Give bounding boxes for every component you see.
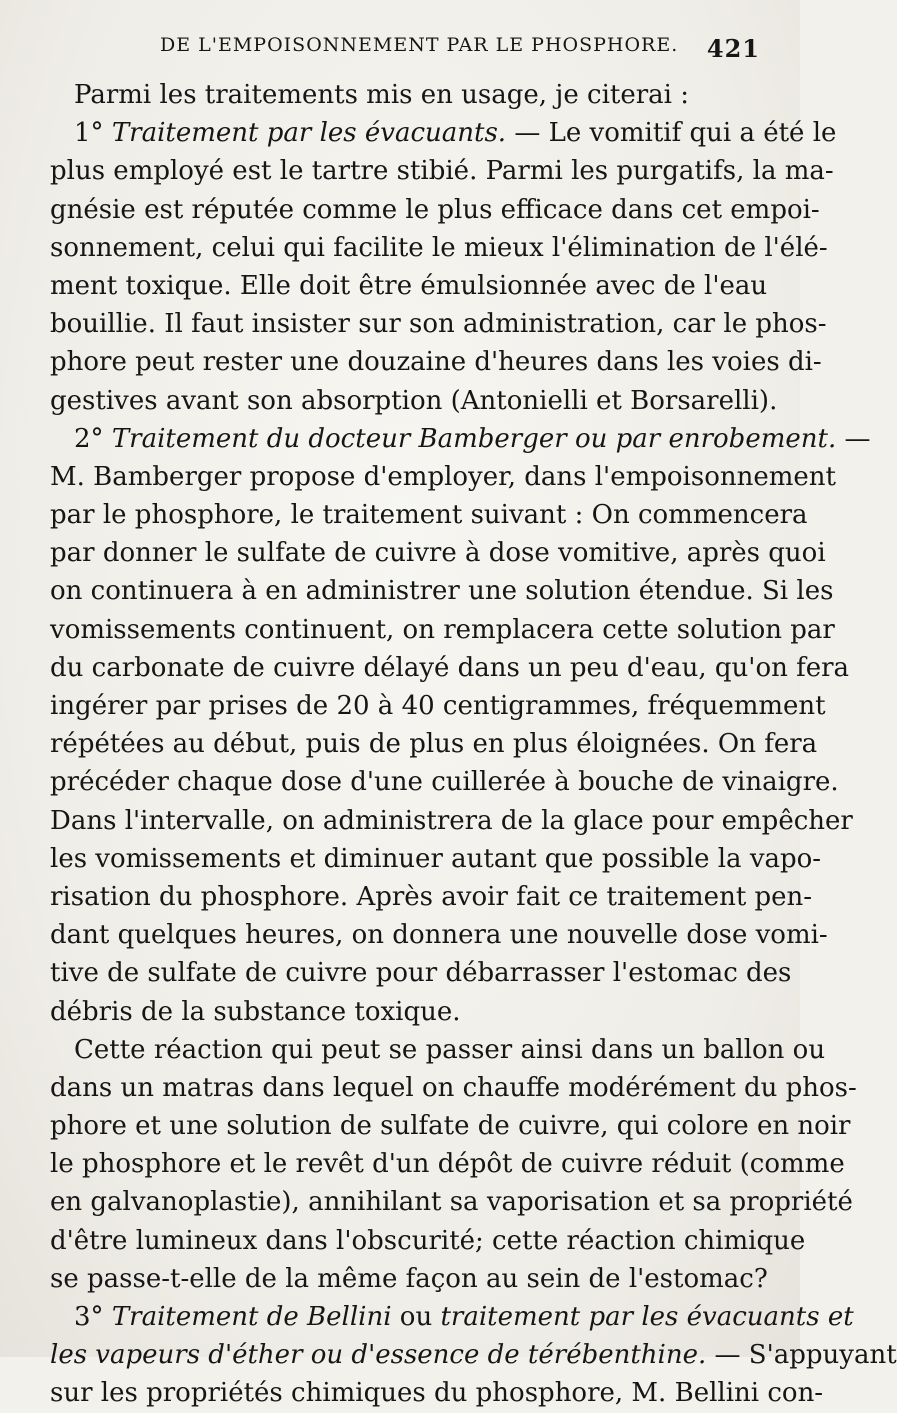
text-line: [50, 1145, 845, 1183]
text-run: — Le vomitif qui a été le: [506, 118, 837, 149]
text-run: dans un matras dans lequel on chauffe modérément du phos-: [50, 1072, 857, 1103]
italic-text: traitement par les évacuants et: [440, 1302, 854, 1332]
text-run: bouillie. Il faut insister sur son administration, car le phos-: [50, 309, 827, 340]
text-run: — S'appuyant: [706, 1340, 897, 1371]
text-line: [50, 649, 850, 687]
text-run: par donner le sulfate de cuivre à dose vomitive, après quoi: [50, 538, 826, 569]
text-line: [50, 687, 826, 725]
text-run: on continuera à en administrer une solution étendue. Si les: [50, 576, 834, 607]
text-run: d'être lumineux dans l'obscurité; cette réaction chimique: [50, 1225, 806, 1256]
text-line: [50, 993, 756, 1031]
text-line: [50, 916, 828, 954]
text-line: [50, 878, 813, 916]
page-number: 421: [706, 34, 760, 63]
text-run: débris de la substance toxique.: [50, 996, 461, 1027]
text-run: 3°: [74, 1302, 112, 1332]
text-line: [50, 420, 871, 458]
text-run: le phosphore et le revêt d'un dépôt de cuivre réduit (comme: [50, 1149, 845, 1180]
text-run: dant quelques heures, on donnera une nouvelle dose vomi-: [50, 920, 828, 951]
text-run: sonnement, celui qui facilite le mieux l'élimination de l'élé-: [50, 232, 828, 263]
text-line: [50, 458, 836, 496]
text-run: gestives avant son absorption (Antonielli et Borsarelli).: [50, 385, 778, 416]
text-run: Cette réaction qui peut se passer ainsi dans un ballon ou: [74, 1034, 826, 1065]
text-run: les vomissements et diminuer autant que possible la vapo-: [50, 843, 822, 874]
text-line: [50, 1260, 768, 1298]
text-run: plus employé est le tartre stibié. Parmi les purgatifs, la ma-: [50, 156, 834, 187]
text-run: risation du phosphore. Après avoir fait ce traitement pen-: [50, 881, 813, 912]
text-run: sur les propriétés chimiques du phosphore, M. Bellini con-: [50, 1378, 824, 1409]
text-line: [50, 343, 822, 381]
text-run: du carbonate de cuivre délayé dans un peu d'eau, qu'on fera: [50, 652, 850, 683]
text-run: ou: [391, 1302, 441, 1332]
text-run: 2°: [74, 423, 112, 454]
text-line: [50, 763, 839, 801]
text-run: 1°: [74, 118, 112, 149]
text-line: [50, 954, 792, 992]
text-run: Parmi les traitements mis en usage, je citerai :: [74, 80, 689, 110]
text-run: en galvanoplastie), annihilant sa vaporisation et sa propriété: [50, 1187, 853, 1218]
text-run: ment toxique. Elle doit être émulsionnée avec de l'eau: [50, 270, 768, 301]
text-run: Dans l'intervalle, on administrera de la glace pour empêcher: [50, 805, 853, 836]
body-text: [50, 76, 897, 1413]
text-run: M. Bamberger propose d'employer, dans l'empoisonnement: [50, 461, 836, 492]
text-line: [50, 840, 822, 878]
text-run: ingérer par prises de 20 à 40 centigrammes, fréquemment: [50, 691, 826, 721]
text-line: [50, 572, 834, 610]
text-line: [50, 191, 820, 229]
text-run: vomissements continuent, on remplacera cette solution par: [50, 614, 835, 645]
text-line: [50, 1183, 853, 1221]
text-line: [50, 725, 818, 763]
italic-text: Traitement de Bellini: [111, 1302, 392, 1332]
italic-text: Traitement du docteur Bamberger ou par enrobement.: [111, 423, 837, 454]
text-run: —: [836, 423, 871, 454]
text-line: [50, 496, 808, 534]
text-line: [50, 1336, 897, 1374]
text-run: précéder chaque dose d'une cuillerée à bouche de vinaigre.: [50, 767, 839, 798]
text-run: par le phosphore, le traitement suivant : On commencera: [50, 500, 808, 531]
text-line: [50, 152, 834, 190]
text-run: se passe-t-elle de la même façon au sein de l'estomac?: [50, 1263, 768, 1294]
text-line: [50, 382, 778, 420]
italic-text: les vapeurs d'éther ou d'essence de térébenthine.: [50, 1340, 707, 1371]
text-run: tive de sulfate de cuivre pour débarrasser l'estomac des: [50, 958, 792, 989]
text-line: [50, 229, 828, 267]
text-line: [50, 1298, 854, 1336]
text-line: [50, 267, 768, 305]
text-line: [50, 76, 756, 114]
page-header: [160, 34, 760, 64]
text-run: phore et une solution de sulfate de cuivre, qui colore en noir: [50, 1111, 851, 1142]
text-line: [50, 802, 853, 840]
text-line: [50, 1222, 806, 1260]
text-line: [50, 1374, 824, 1412]
text-line: [50, 305, 827, 343]
text-line: [50, 1069, 857, 1107]
running-title: DE L'EMPOISONNEMENT PAR LE PHOSPHORE.: [160, 34, 679, 56]
text-line: [50, 534, 826, 572]
text-line: [50, 1031, 826, 1069]
text-line: [50, 114, 837, 152]
text-run: gnésie est réputée comme le plus efficace dans cet empoi-: [50, 194, 820, 225]
text-line: [50, 611, 835, 649]
text-run: répétées au début, puis de plus en plus éloignées. On fera: [50, 729, 818, 760]
text-run: phore peut rester une douzaine d'heures dans les voies di-: [50, 347, 822, 378]
italic-text: Traitement par les évacuants.: [111, 118, 507, 149]
text-line: [50, 1107, 851, 1145]
